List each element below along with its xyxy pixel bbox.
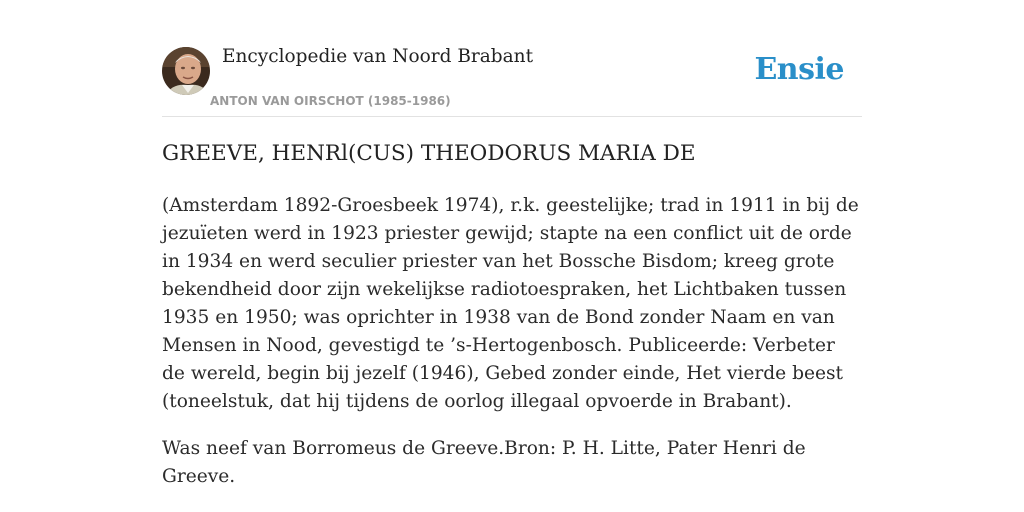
entry-title: GREEVE, HENRl(CUS) THEODORUS MARIA DE xyxy=(162,141,696,166)
article-card xyxy=(162,0,862,512)
author-avatar[interactable] xyxy=(162,47,210,95)
article-header xyxy=(162,0,862,117)
source-title[interactable]: Encyclopedie van Noord Brabant xyxy=(222,46,534,67)
ensie-logo[interactable]: Ensie xyxy=(754,52,844,87)
entry-paragraph: (Amsterdam 1892-Groesbeek 1974), r.k. geestelijke; trad in 1911 in bij de jezuïeten werd in 1923 priester gewijd; stapte na een conflict uit de orde in 1934 en werd seculier priester van het Bossche Bisdom; kreeg grote bekendheid door zijn wekelijkse radiotoespraken, het Lichtbaken tussen 1935 en 1950; was oprichter in 1938 van de Bond zonder Naam en van Mensen in Nood, gevestigd te ’s-Hertogenbosch. Publiceerde: Verbeter de wereld, begin bij jezelf (1946), Gebed zonder einde, Het vierde beest (toneelstuk, dat hij tijdens de oorlog illegaal opvoerde in Brabant). xyxy=(162,195,859,412)
author-name[interactable]: ANTON VAN OIRSCHOT (1985-1986) xyxy=(210,94,451,108)
person-portrait-icon xyxy=(162,47,210,95)
entry-paragraph: Was neef van Borromeus de Greeve.Bron: P. H. Litte, Pater Henri de Greeve. xyxy=(162,438,806,487)
